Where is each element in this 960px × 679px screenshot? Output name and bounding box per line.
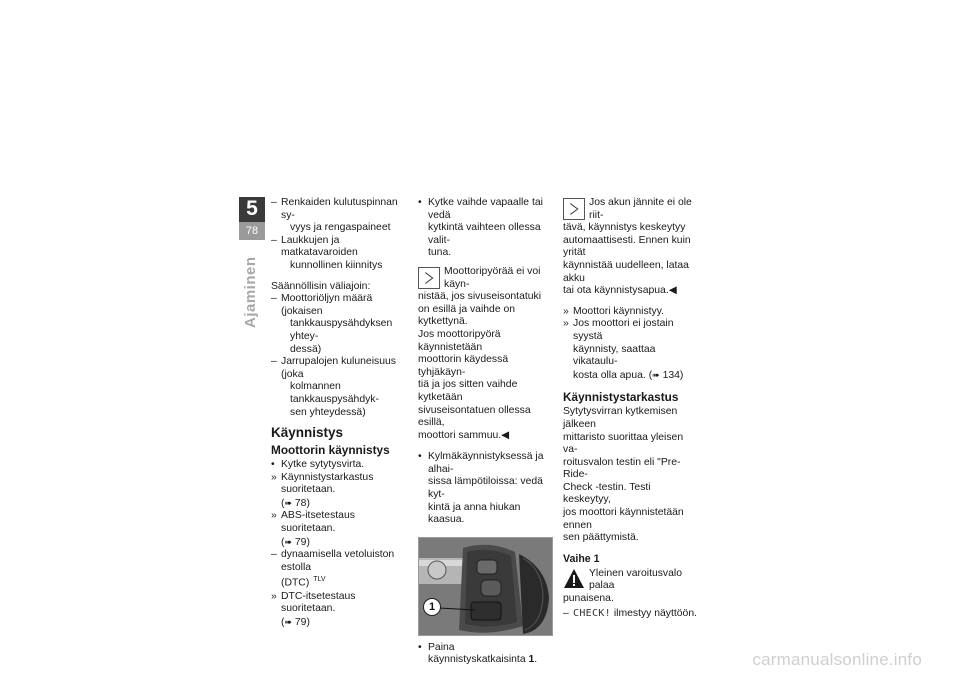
handlebar-switch-illustration <box>419 538 553 636</box>
page-reference[interactable]: (➠ 79) <box>281 536 310 548</box>
page-number: 78 <box>239 222 265 240</box>
reference-arrow-icon: ➠ <box>652 369 660 380</box>
reference-arrow-icon: ➠ <box>284 536 293 547</box>
column-1 <box>271 197 407 629</box>
model-variant-tag: TLV <box>313 576 326 584</box>
warning-triangle-icon <box>563 568 585 590</box>
column-2 <box>418 197 553 667</box>
reference-arrow-icon: ➠ <box>284 497 293 508</box>
list-item: • Kytke sytytysvirta. <box>271 459 365 471</box>
list-item: – dynaamisella vetoluiston estolla (DTC) $^{TLV}$ <box>271 549 395 589</box>
list-item: • Kytke vaihde vapaalle tai vedä kytkintä vaihteen ollessa valit- tuna. <box>418 197 543 259</box>
list-item: » DTC-itsetestaus suoritetaan. (➠ 79) <box>271 591 407 630</box>
list-item: – Jarrupalojen kuluneisuus (joka kolmannen tankkauspysähdyk- sen yhteydessä) <box>271 356 396 418</box>
intro-text: Säännöllisin väliajoin: <box>271 280 371 292</box>
handlebar-switch-figure <box>418 537 553 636</box>
warning-block: Yleinen varoitusvalo palaa punaisena. <box>563 567 682 605</box>
list-item: – Moottoriöljyn määrä (jokaisen tankkauspysähdyksen yhtey- dessä) <box>271 293 393 355</box>
page-reference[interactable]: (➠ 78) <box>281 497 310 509</box>
display-code: CHECK! <box>573 607 611 619</box>
heading-kaynnistys: Käynnistys <box>271 425 344 441</box>
note-block: Jos akun jännite ei ole riit- tävä, käynnistys keskeytyy automaattisesti. Ennen kuin yrität käynnistää uudelleen, lataa akku tai ota käynnistysapua.◀ <box>563 197 692 297</box>
list-item: » Käynnistystarkastus suoritetaan. (➠ 78) <box>271 472 407 511</box>
list-item: » Moottori käynnistyy. <box>563 305 665 317</box>
page-reference[interactable]: (➠ 79) <box>281 616 310 628</box>
note-block: Moottoripyörää ei voi käyn- nistää, jos sivuseisontatuki on esillä ja vaihde on kytkettynä. Jos moottoripyörä käynnistetään moottorin käydessä tyhjäkäyn- tiä ja jos sitten vaihde kytketään sivuseisontatuen ollessa esillä, moottori sammuu.◀ <box>418 265 542 441</box>
column-3: Jos akun jännite ei ole riit- tävä, käynnistys keskeytyy automaattisesti. Ennen kuin yrität käynnistää uudelleen, lataa akku tai ota käynnistysapua.◀ » Moottori käynnistyy. » Jos moottori ei jostain syystä käynnisty, saattaa vikataulu- kosta olla apua. (➠ 134) Käynnistystarkastus Sytytysvirran kytkemisen jälkeen mittaristo suorittaa yleisen va- roitusvalon testin eli "Pre-Ride- Check -testin. Testi keskeytyy, jos moottori käynnistetään ennen sen päättymistä. Vaihe 1 Yleinen varoitusvalo palaa punaisena. – CHECK! ilmestyy näyttöön. <box>563 197 700 620</box>
section-title: Ajaminen <box>242 256 259 328</box>
list-item: » Jos moottori ei jostain syystä käynnisty, saattaa vikataulu- kosta olla apua. (➠ 134) <box>563 318 684 381</box>
list-item: » ABS-itsetestaus suoritetaan. (➠ 79) <box>271 510 407 549</box>
list-item: • Kylmäkäynnistyksessä ja alhai- sissa lämpötiloissa: vedä kyt- kintä ja anna hiukan kaasua. <box>418 451 544 526</box>
list-item: – Renkaiden kulutuspinnan sy- vyys ja rengaspaineet <box>271 197 398 234</box>
reference-arrow-icon: ➠ <box>284 616 293 627</box>
page-reference[interactable]: (➠ 134) <box>648 369 684 381</box>
watermark: carmanualsonline.info <box>752 650 922 669</box>
list-item: – Laukkujen ja matkatavaroiden kunnollinen kiinnitys <box>271 234 383 271</box>
note-icon <box>418 267 440 289</box>
subheading-kaynnistystarkastus: Käynnistystarkastus <box>563 390 679 405</box>
list-item: – CHECK! ilmestyy näyttöön. <box>563 607 697 619</box>
step-heading: Vaihe 1 <box>563 552 600 565</box>
callout-1: 1 <box>423 598 441 616</box>
note-icon <box>563 198 585 220</box>
subheading-moottorin-kaynnistys: Moottorin käynnistys <box>271 443 390 458</box>
chapter-number: 5 <box>246 197 258 220</box>
list-item: • Paina käynnistyskatkaisinta 1. <box>418 641 538 666</box>
